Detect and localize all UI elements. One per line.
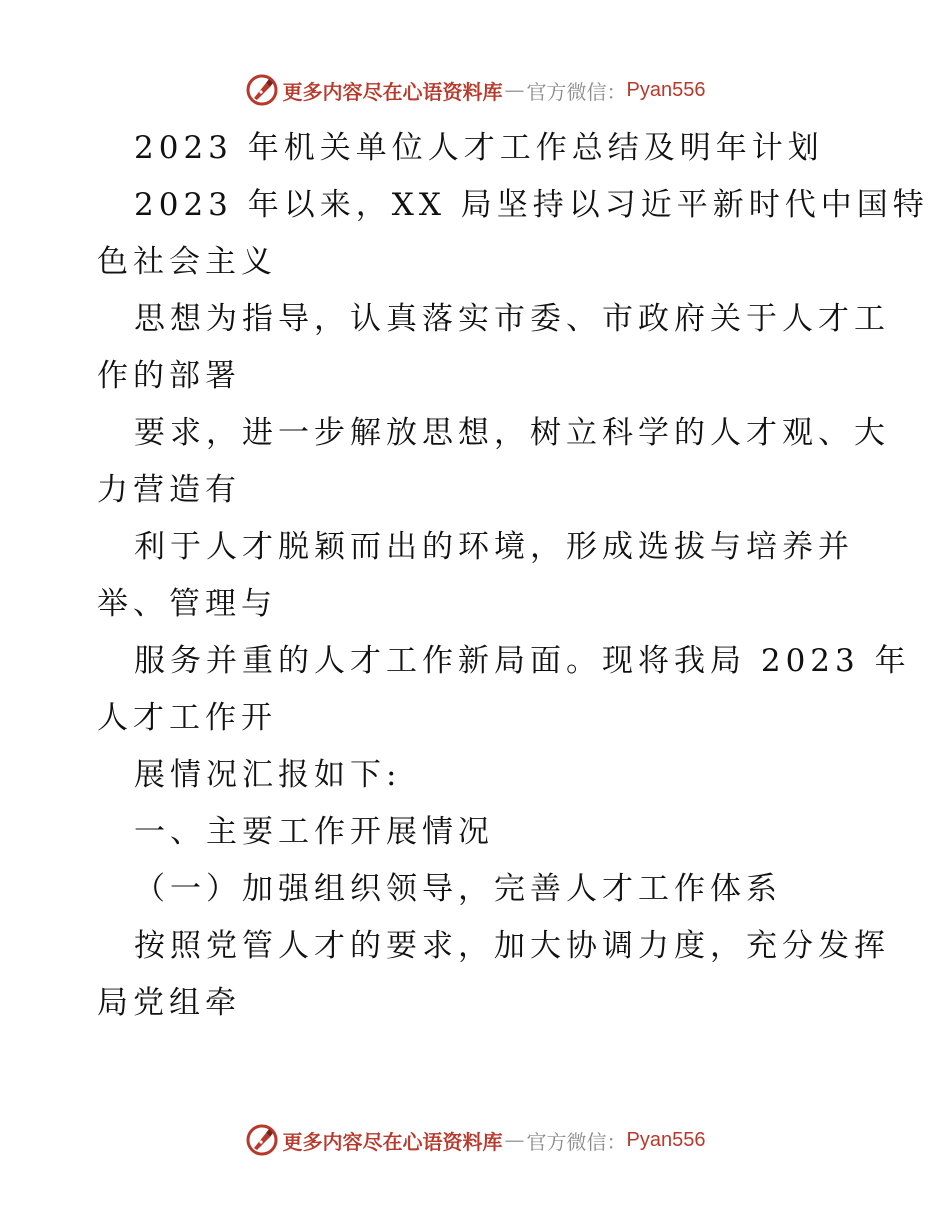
watermark-text: 更多内容尽在心语资料库 — [282, 79, 503, 104]
watermark-wechat-label: 官方微信： — [526, 1129, 627, 1154]
paragraph-line: 思想为指导，认真落实市委、市政府关于人才工 — [134, 301, 890, 337]
watermark-wechat-id: Pyan556 — [626, 1128, 706, 1151]
subsection-heading: （一）加强组织领导，完善人才工作体系 — [134, 871, 782, 907]
paragraph-line: 按照党管人才的要求，加大协调力度，充分发挥 — [134, 928, 890, 964]
pen-nib-circle-icon — [245, 1123, 279, 1157]
document-body — [97, 120, 929, 1032]
paragraph-line: 要求，进一步解放思想，树立科学的人才观、大 — [134, 415, 890, 451]
paragraph-line: 作的部署 — [97, 358, 241, 394]
section-heading: 一、主要工作开展情况 — [134, 814, 494, 850]
watermark-wechat-label: 官方微信： — [526, 79, 627, 104]
watermark-inner — [245, 73, 706, 107]
header-watermark — [0, 70, 950, 110]
watermark-dash: — — [504, 1128, 525, 1152]
watermark-dash: — — [504, 78, 525, 102]
paragraph-line: 局党组牵 — [97, 985, 241, 1021]
footer-watermark — [0, 1120, 950, 1160]
paragraph-line: 2023 年以来，XX 局坚持以习近平新时代中国特 — [134, 187, 929, 223]
paragraph-line: 展情况汇报如下: — [134, 757, 402, 793]
watermark-inner — [245, 1123, 706, 1157]
watermark-text: 更多内容尽在心语资料库 — [282, 1129, 503, 1154]
paragraph-line: 力营造有 — [97, 472, 241, 508]
paragraph-line: 利于人才脱颖而出的环境，形成选拔与培养并 — [134, 529, 854, 565]
document-title: 2023 年机关单位人才工作总结及明年计划 — [134, 130, 824, 166]
paragraph-line: 举、管理与 — [97, 586, 277, 622]
paragraph-line: 服务并重的人才工作新局面。现将我局 2023 年 — [134, 643, 911, 679]
paragraph-line: 色社会主义 — [97, 244, 277, 280]
watermark-wechat-id: Pyan556 — [626, 78, 706, 101]
paragraph-line: 人才工作开 — [97, 700, 277, 736]
pen-nib-circle-icon — [245, 73, 279, 107]
